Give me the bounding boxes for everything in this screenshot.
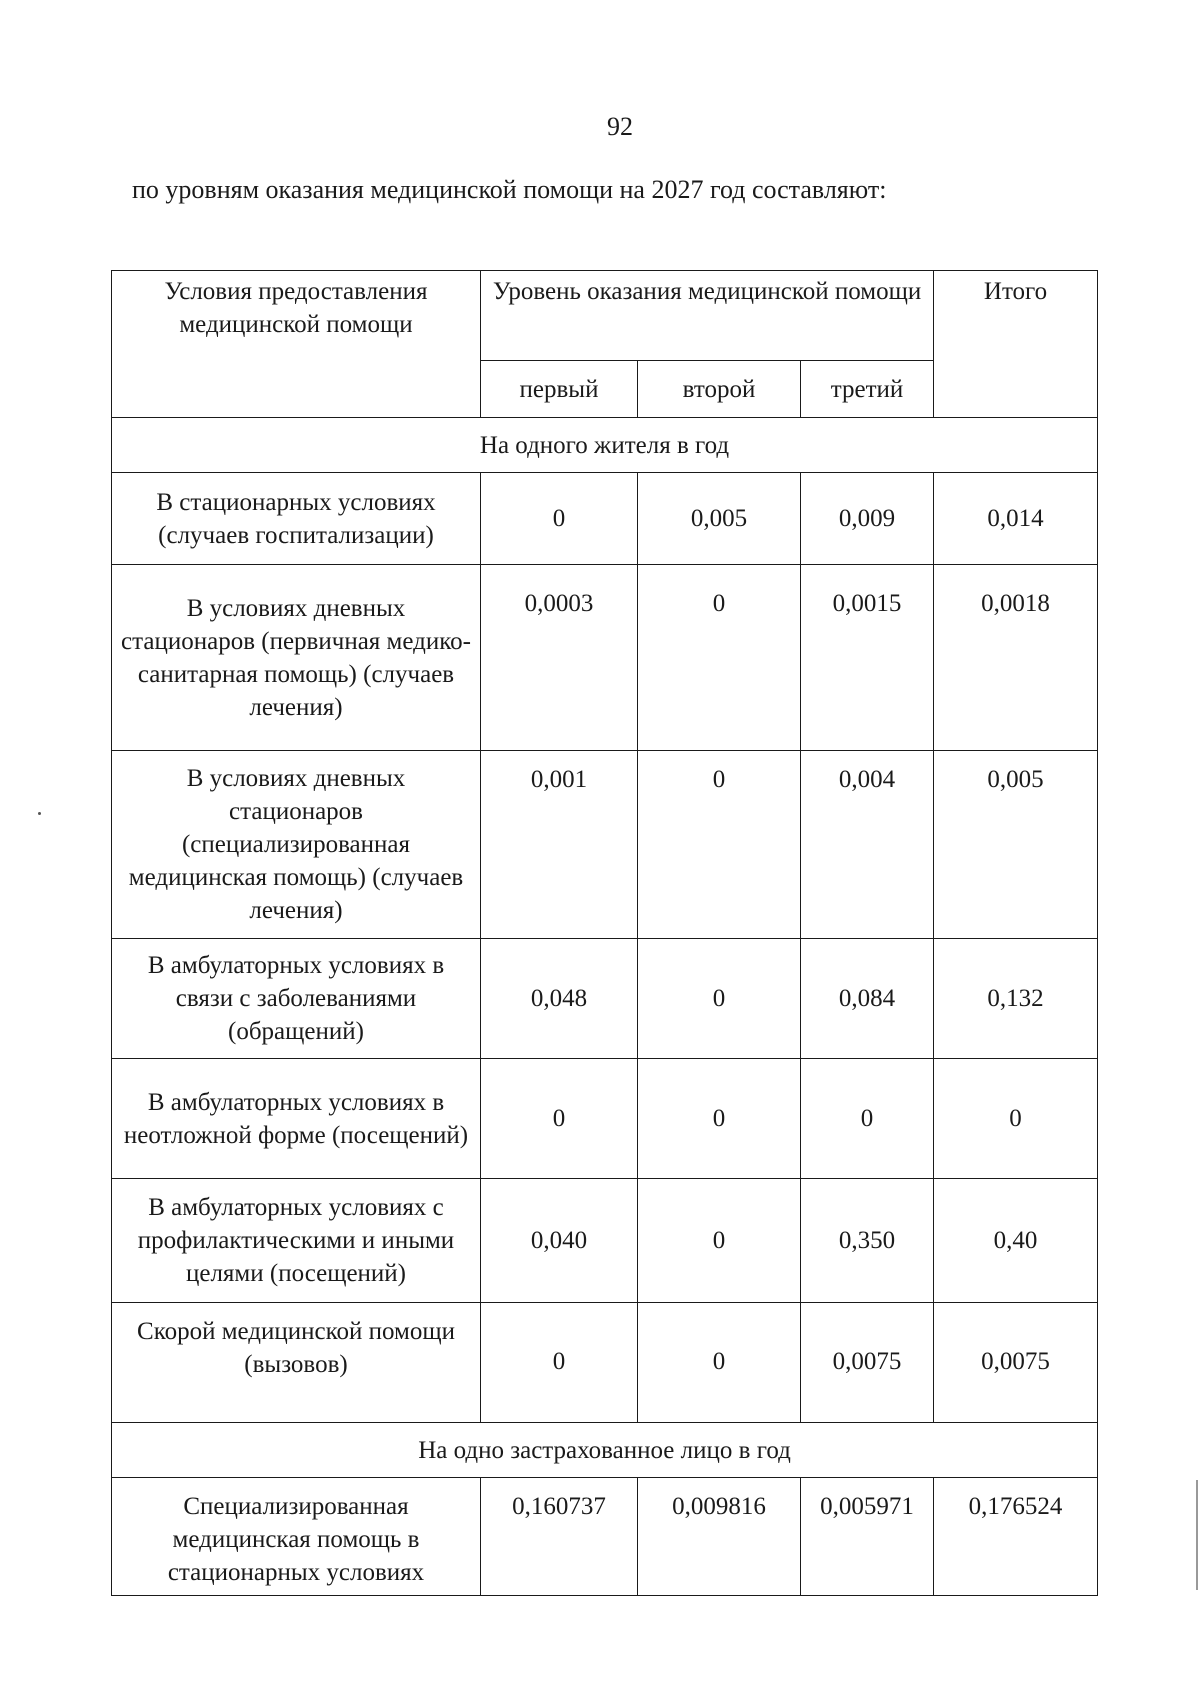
value-total: 0,40 (934, 1179, 1098, 1303)
value-second: 0 (638, 751, 801, 939)
scan-edge-line (1196, 1480, 1198, 1590)
table-row (112, 751, 1098, 939)
row-label: В стационарных условиях (случаев госпитализации) (112, 473, 481, 565)
page-number: 92 (607, 112, 633, 141)
table-row (112, 1059, 1098, 1179)
table-row (112, 1303, 1098, 1423)
header-level: Уровень оказания медицинской помощи (481, 271, 934, 361)
value-third: 0,009 (801, 473, 934, 565)
table-row (112, 1179, 1098, 1303)
value-third: 0 (801, 1059, 934, 1179)
value-first: 0,160737 (481, 1478, 638, 1596)
header-total: Итого (934, 271, 1098, 418)
levels-table (111, 270, 1098, 1596)
value-second: 0,005 (638, 473, 801, 565)
header-conditions: Условия предоставления медицинской помощи (112, 271, 481, 418)
value-total: 0,132 (934, 939, 1098, 1059)
row-label: В условиях дневных стационаров (первичная медико-санитарная помощь) (случаев лечения) (112, 565, 481, 751)
value-first: 0,048 (481, 939, 638, 1059)
value-total: 0,0018 (934, 565, 1098, 751)
row-label: Специализированная медицинская помощь в стационарных условиях (112, 1478, 481, 1596)
header-level-second: второй (638, 361, 801, 418)
table-row (112, 565, 1098, 751)
header-level-third: третий (801, 361, 934, 418)
value-third: 0,084 (801, 939, 934, 1059)
value-first: 0 (481, 1303, 638, 1423)
value-third: 0,004 (801, 751, 934, 939)
header-level-first: первый (481, 361, 638, 418)
value-second: 0 (638, 939, 801, 1059)
row-label: В амбулаторных условиях с профилактическими и иными целями (посещений) (112, 1179, 481, 1303)
value-third: 0,350 (801, 1179, 934, 1303)
intro-text: по уровням оказания медицинской помощи на 2027 год составляют: (132, 175, 887, 204)
table-row (112, 473, 1098, 565)
scan-speck (38, 812, 41, 815)
value-second: 0,009816 (638, 1478, 801, 1596)
value-third: 0,0015 (801, 565, 934, 751)
table-row (112, 1478, 1098, 1596)
row-label: Скорой медицинской помощи (вызовов) (112, 1303, 481, 1423)
row-label: В амбулаторных условиях в неотложной форме (посещений) (112, 1059, 481, 1179)
row-label: В амбулаторных условиях в связи с заболеваниями (обращений) (112, 939, 481, 1059)
value-total: 0,0075 (934, 1303, 1098, 1423)
value-first: 0 (481, 473, 638, 565)
value-total: 0 (934, 1059, 1098, 1179)
value-third: 0,0075 (801, 1303, 934, 1423)
section-title: На одно застрахованное лицо в год (112, 1423, 1098, 1478)
section-title: На одного жителя в год (112, 418, 1098, 473)
table-header-row (112, 271, 1098, 361)
value-total: 0,005 (934, 751, 1098, 939)
section-row (112, 1423, 1098, 1478)
table-row (112, 939, 1098, 1059)
value-first: 0,001 (481, 751, 638, 939)
value-second: 0 (638, 565, 801, 751)
row-label: В условиях дневных стационаров (специализированная медицинская помощь) (случаев лечения) (112, 751, 481, 939)
value-first: 0 (481, 1059, 638, 1179)
value-first: 0,040 (481, 1179, 638, 1303)
value-first: 0,0003 (481, 565, 638, 751)
value-second: 0 (638, 1303, 801, 1423)
value-second: 0 (638, 1059, 801, 1179)
value-second: 0 (638, 1179, 801, 1303)
section-row (112, 418, 1098, 473)
value-third: 0,005971 (801, 1478, 934, 1596)
value-total: 0,176524 (934, 1478, 1098, 1596)
value-total: 0,014 (934, 473, 1098, 565)
